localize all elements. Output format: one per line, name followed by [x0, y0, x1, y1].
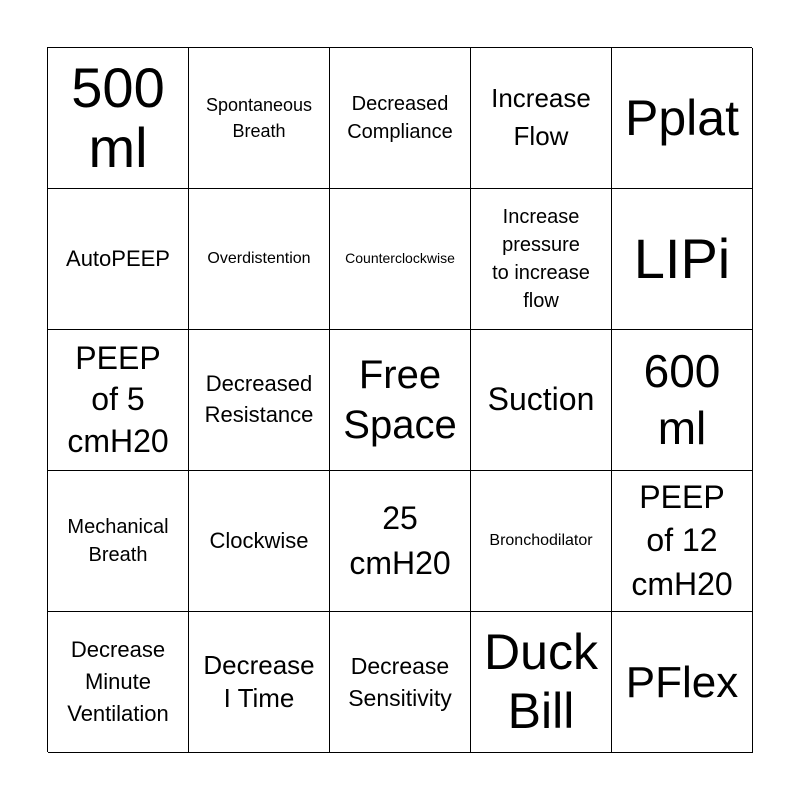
cell-text: Spontaneous Breath — [205, 94, 313, 141]
cell-text: Bronchodilator — [489, 531, 593, 549]
bingo-cell-r4c2[interactable] — [189, 471, 330, 612]
bingo-cell-r5c3[interactable] — [330, 612, 471, 753]
bingo-cell-r4c4[interactable] — [471, 471, 612, 612]
cell-text: PEEP of 12 cmH20 — [631, 479, 733, 602]
cell-text: Decrease Sensitivity — [348, 652, 452, 711]
bingo-cell-r5c5[interactable] — [612, 612, 753, 753]
bingo-cell-r4c3[interactable] — [330, 471, 471, 612]
bingo-board — [47, 47, 752, 752]
cell-text: PFlex — [625, 657, 739, 707]
cell-text: LIPi — [633, 226, 731, 290]
bingo-cell-r3c4[interactable] — [471, 330, 612, 471]
cell-text: Free Space — [343, 353, 457, 447]
cell-text: Clockwise — [209, 527, 309, 553]
cell-text: 25 cmH20 — [349, 499, 451, 581]
cell-text: AutoPEEP — [66, 245, 170, 271]
cell-text: Duck Bill — [484, 624, 598, 739]
cell-text: Decrease Minute Ventilation — [67, 637, 169, 726]
cell-text: 600 ml — [643, 344, 721, 454]
cell-text: Decrease I Time — [203, 649, 315, 713]
cell-text: Overdistention — [207, 249, 311, 267]
bingo-cell-r1c4[interactable] — [471, 48, 612, 189]
cell-text: Decreased Resistance — [204, 371, 314, 427]
cell-text: Mechanical Breath — [67, 516, 169, 566]
bingo-cell-r1c3[interactable] — [330, 48, 471, 189]
cell-text: Suction — [487, 381, 595, 418]
bingo-cell-r2c3[interactable] — [330, 189, 471, 330]
cell-text: 500 ml — [71, 55, 165, 179]
bingo-cell-r3c1[interactable] — [48, 330, 189, 471]
bingo-cell-r5c1[interactable] — [48, 612, 189, 753]
bingo-cell-r2c4[interactable] — [471, 189, 612, 330]
bingo-cell-r4c5[interactable] — [612, 471, 753, 612]
bingo-cell-r1c1[interactable] — [48, 48, 189, 189]
bingo-cell-r4c1[interactable] — [48, 471, 189, 612]
bingo-cell-r1c2[interactable] — [189, 48, 330, 189]
bingo-cell-r3c3[interactable] — [330, 330, 471, 471]
cell-text: Decreased Compliance — [347, 93, 453, 143]
bingo-cell-r1c5[interactable] — [612, 48, 753, 189]
bingo-cell-r2c2[interactable] — [189, 189, 330, 330]
bingo-cell-r5c2[interactable] — [189, 612, 330, 753]
cell-text: Increase Flow — [491, 83, 591, 151]
cell-text: Counterclockwise — [345, 250, 455, 267]
bingo-cell-r2c5[interactable] — [612, 189, 753, 330]
bingo-cell-r3c5[interactable] — [612, 330, 753, 471]
bingo-cell-r3c2[interactable] — [189, 330, 330, 471]
bingo-cell-r5c4[interactable] — [471, 612, 612, 753]
bingo-cell-r2c1[interactable] — [48, 189, 189, 330]
cell-text: Increase pressure to increase flow — [492, 206, 590, 312]
cell-text: Pplat — [625, 89, 739, 146]
cell-text: PEEP of 5 cmH20 — [67, 339, 169, 459]
